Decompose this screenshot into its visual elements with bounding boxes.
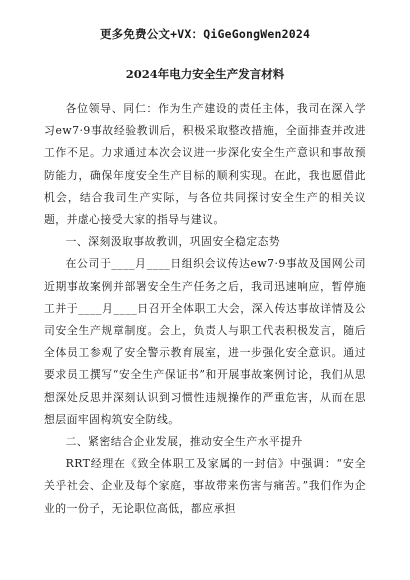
section-2-paragraph: RRT经理在《致全体职工及家属的一封信》中强调：“安全关乎社会、企业及每个家庭，事故带来伤害与痛苦。”我们作为企业的一份子，无论职位高低，都应承担 <box>44 457 366 515</box>
document-title: 2024年电力安全生产发言材料 <box>125 67 285 81</box>
section-heading-2: 二、紧密结合企业发展，推动安全生产水平提升 <box>65 435 303 449</box>
section-1-paragraph: 在公司于____月____日组织会议传达ew7·9事故及国网公司近期事故案例并部署安全生产任务之后，我司迅速响应，暂停施工并于____月____日召开全体职工大会，深入传达事故详情及公司安全生产规章制度。会上，负责人与职工代表积极发言，随后全体员工参观了安全警示教育展室，进一步强化安全意识。通过要求员工撰写“安全生产保证书”和开展事故案例讨论，我们从思想深处反思并深刻认识到习惯性违规操作的严重危害，从而在思想层面牢固构筑安全防线。 <box>44 257 366 426</box>
promo-banner: 更多免费公文+VX：QiGeGongWen2024 <box>99 27 311 41</box>
section-heading-1: 一、深刻汲取事故教训，巩固安全稳定态势 <box>65 235 281 249</box>
opening-paragraph: 各位领导、同仁：作为生产建设的责任主体，我司在深入学习ew7·9事故经验教训后，积极采取整改措施，全面排查并改进工作不足。力求通过本次会议进一步深化安全生产意识和事故预防能力，确保年度安全生产目标的顺利实现。在此，我也愿借此机会，结合我司生产实际，与各位共同探讨安全生产的相关议题，并虚心接受大家的指导与建议。 <box>44 102 366 227</box>
